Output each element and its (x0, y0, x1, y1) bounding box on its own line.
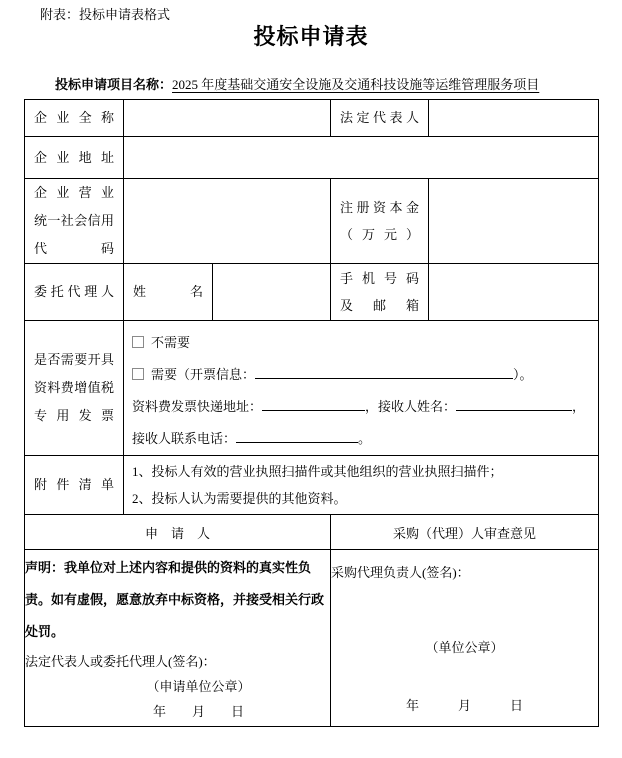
company-name-label: 企 业 全 称 (34, 110, 114, 125)
bid-application-table (24, 99, 599, 727)
review-header-cell (331, 515, 599, 550)
invoice-label-cell (25, 321, 124, 456)
attachments-content-cell (124, 456, 599, 515)
project-name-value: 2025 年度基础交通安全设施及交通科技设施等运维管理服务项目 (172, 77, 540, 92)
review-header: 采购（代理）人审查意见 (392, 525, 536, 541)
phone-email-label-line1: 手 机 号 码 (340, 271, 419, 286)
invoice-option-yes-line (132, 359, 590, 391)
invoice-label-line1: 是否需要开具 (34, 352, 114, 367)
attachment-item-2: 2、投标人认为需要提供的其他资料。 (132, 491, 347, 506)
project-name-label: 投标申请项目名称： (55, 77, 173, 92)
project-name-line (55, 77, 622, 93)
legal-rep-label: 法 定 代 表 人 (340, 110, 419, 125)
capital-label-cell (331, 179, 429, 264)
agent-label-cell (25, 264, 124, 321)
agent-name-label: 姓 名 (133, 284, 203, 299)
agent-name-value-cell (213, 264, 331, 321)
invoice-period: 。 (358, 431, 372, 446)
row-credit-code (25, 179, 599, 264)
capital-label-line2: （ 万 元 ） (340, 227, 419, 242)
applicant-header-cell (25, 515, 331, 550)
invoice-recipient-blank (456, 397, 572, 411)
agency-review-cell (331, 550, 599, 727)
agency-sign-label: 采购代理负责人(签名)： (331, 565, 470, 580)
credit-code-value-cell (124, 179, 331, 264)
invoice-info-blank (255, 365, 513, 379)
row-agent (25, 264, 599, 321)
phone-email-label-line2: 及 邮 箱 (340, 298, 419, 313)
applicant-date-line: 年 月 日 (152, 704, 244, 719)
phone-email-value-cell (429, 264, 599, 321)
invoice-option-no-label: 不需要 (151, 335, 191, 350)
company-name-label-cell (25, 100, 124, 137)
attachments-label-cell (25, 456, 124, 515)
invoice-recipient-label: ，接收人姓名： (365, 399, 457, 414)
credit-code-label-line3: 代 码 (34, 241, 114, 256)
credit-code-label-line1: 企 业 营 业 (34, 185, 114, 200)
invoice-phone-line (132, 423, 590, 455)
row-attachments (25, 456, 599, 515)
legal-rep-value-cell (429, 100, 599, 137)
invoice-label-line3: 专 用 发 票 (34, 408, 114, 423)
row-company-address (25, 137, 599, 179)
capital-value-cell (429, 179, 599, 264)
invoice-mail-blank (262, 397, 365, 411)
capital-label-line1: 注 册 资 本 金 (340, 200, 419, 215)
invoice-mailing-line (132, 391, 590, 423)
agent-name-label-cell (124, 264, 213, 321)
row-company-name (25, 100, 599, 137)
invoice-option-yes-suffix: ）。 (513, 367, 533, 382)
attachments-label: 附 件 清 单 (34, 477, 114, 492)
invoice-phone-label: 接收人联系电话： (132, 431, 237, 446)
attachment-note: 附表：投标申请表格式 (40, 7, 171, 22)
invoice-yes-checkbox[interactable] (132, 368, 144, 380)
agent-label: 委 托 代 理 人 (34, 284, 114, 299)
company-name-value-cell (124, 100, 331, 137)
invoice-label-line2: 资料费增值税 (34, 380, 114, 395)
agency-date-line: 年 月 日 (405, 698, 523, 713)
applicant-seal-label: （申请单位公章） (146, 679, 251, 694)
declaration-text: 声明：我单位对上述内容和提供的资料的真实性负责。如有虚假，愿意放弃中标资格，并接受相关行政处罚。 (25, 560, 325, 639)
invoice-option-yes-label: 需要（开票信息： (151, 367, 256, 382)
invoice-comma: ， (572, 399, 586, 414)
agency-seal-label: （单位公章） (425, 640, 504, 655)
address-label: 企 业 地 址 (34, 149, 114, 165)
credit-code-label-cell (25, 179, 124, 264)
page-title: 投标申请表 (253, 24, 369, 49)
row-invoice (25, 321, 599, 456)
credit-code-label-line2: 统一社会信用 (34, 213, 114, 228)
address-label-cell (25, 137, 124, 179)
row-signatures (25, 550, 599, 727)
invoice-no-checkbox[interactable] (132, 336, 144, 348)
declaration-cell (25, 550, 331, 727)
row-section-headers (25, 515, 599, 550)
applicant-header: 申 请 人 (144, 525, 210, 541)
legal-rep-sign-label: 法定代表人或委托代理人(签名)： (25, 654, 216, 669)
invoice-phone-blank (236, 429, 358, 443)
invoice-mail-label: 资料费发票快递地址： (132, 399, 263, 414)
invoice-option-no-line (132, 327, 590, 359)
address-value-cell (124, 137, 599, 179)
legal-rep-label-cell (331, 100, 429, 137)
phone-email-label-cell (331, 264, 429, 321)
invoice-content-cell (124, 321, 599, 456)
attachment-item-1: 1、投标人有效的营业执照扫描件或其他组织的营业执照扫描件； (132, 464, 503, 479)
